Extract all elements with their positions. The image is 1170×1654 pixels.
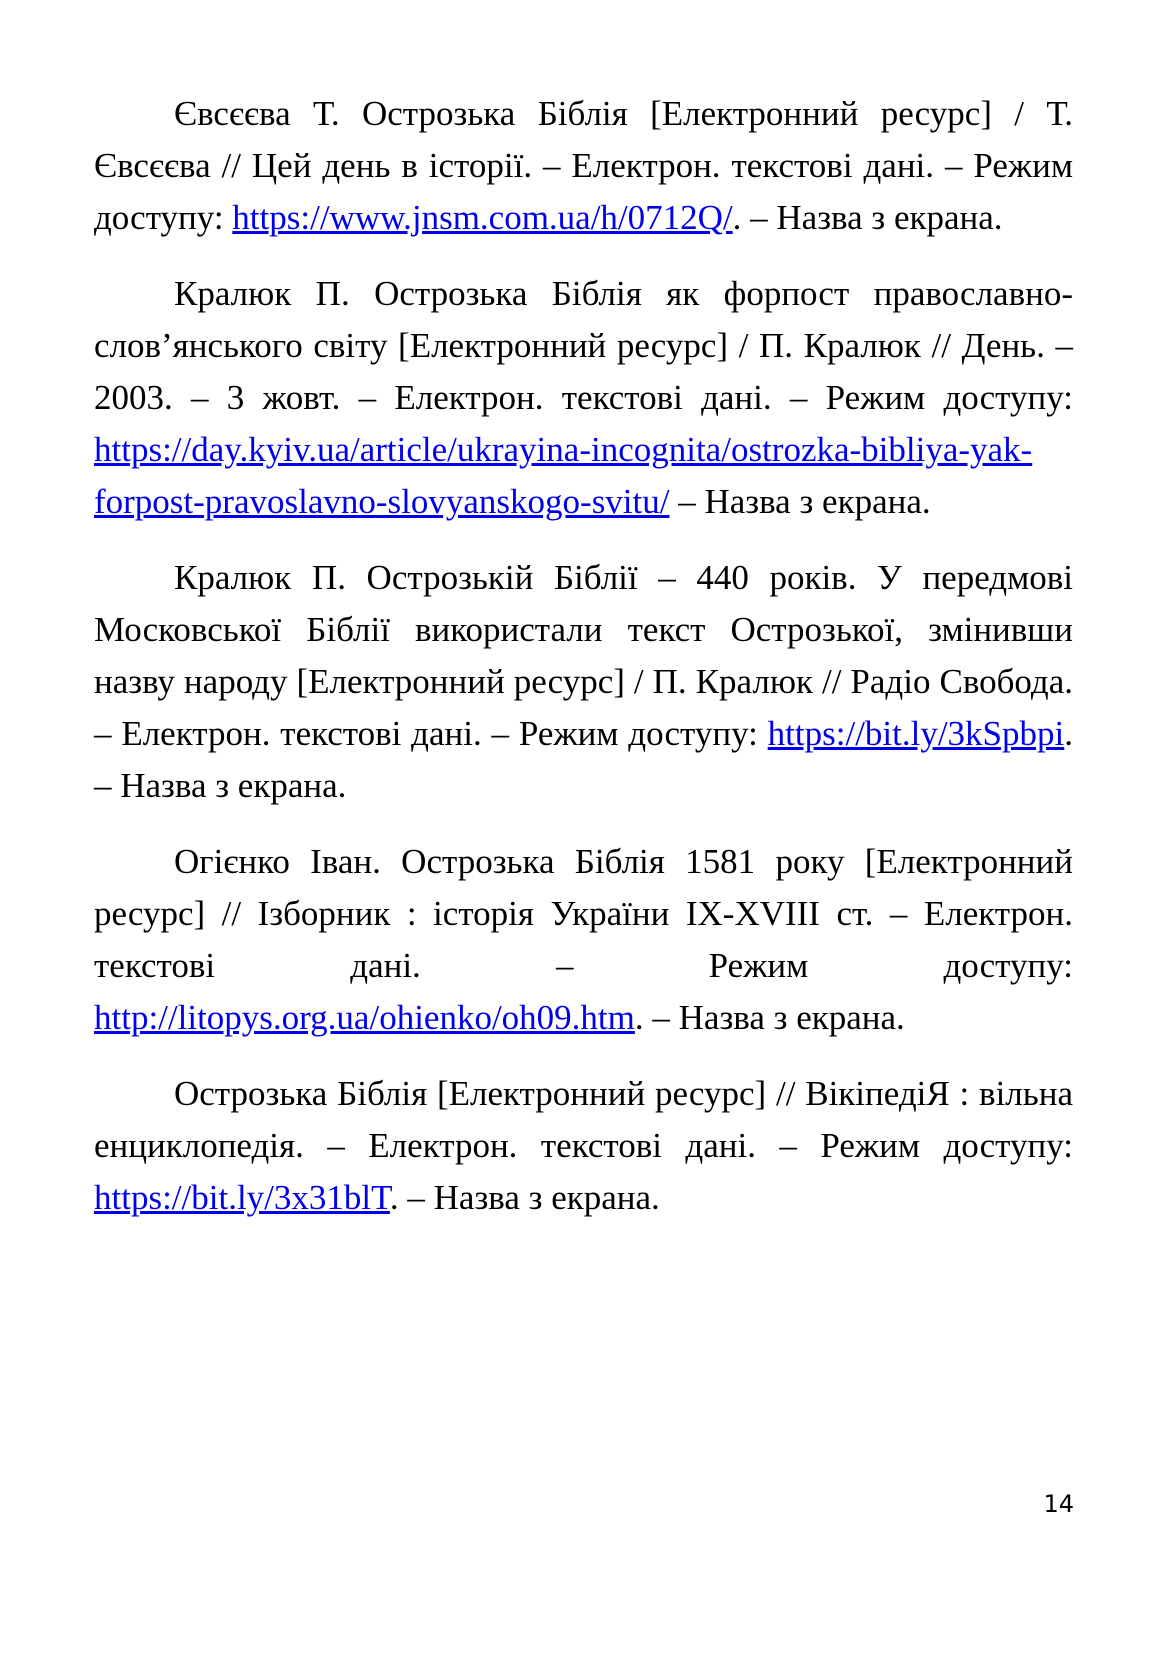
entry-text-end: . – Назва з екрана. xyxy=(389,1178,660,1217)
bibliography-entry xyxy=(94,88,1073,244)
entry-link[interactable]: https://bit.ly/3kSpbpi xyxy=(767,714,1065,753)
entry-link[interactable]: https://bit.ly/3x31blT xyxy=(94,1178,390,1217)
entry-text-end: . – Назва з екрана. xyxy=(94,714,1073,805)
entry-link[interactable]: https://day.kyiv.ua/article/ukrayina-incognita/ostrozka-bibliya-yak-forpost-pravoslavno-slovyanskogo-svitu/ xyxy=(94,430,1033,521)
bibliography-list xyxy=(94,88,1073,1248)
entry-link[interactable]: https://www.jnsm.com.ua/h/0712Q/ xyxy=(232,198,733,237)
entry-text: Кралюк П. Острозька Біблія як форпост православно-слов’янського світу [Електронний ресурс] / П. Кралюк // День. – 2003. – 3 жовт. – Електрон. текстові дані. – Режим доступу: xyxy=(94,274,1073,417)
entry-text: Острозька Біблія [Електронний ресурс] // ВікіпедіЯ : вільна енциклопедія. – Електрон. текстові дані. – Режим доступу: xyxy=(94,1074,1073,1165)
page-number: 14 xyxy=(1043,1490,1074,1518)
bibliography-entry xyxy=(94,1068,1073,1224)
entry-text-end: . – Назва з екрана. xyxy=(732,198,1003,237)
entry-text: Євсєєва Т. Острозька Біблія [Електронний ресурс] / Т. Євсєєва // Цей день в історії. – Електрон. текстові дані. – Режим доступу: xyxy=(94,94,1073,237)
entry-text: Кралюк П. Острозькій Біблії – 440 років. У передмові Московської Біблії використали текст Острозької, змінивши назву народу [Електронний ресурс] / П. Кралюк // Радіо Свобода. – Електрон. текстові дані. – Режим доступу: xyxy=(94,558,1073,753)
entry-text: Огієнко Іван. Острозька Біблія 1581 року [Електронний ресурс] // Ізборник : історія України ІХ-XVIII ст. – Електрон. текстові дані. – Режим доступу: xyxy=(94,842,1073,985)
entry-link[interactable]: http://litopys.org.ua/ohienko/oh09.htm xyxy=(94,998,635,1037)
entry-text-end: . – Назва з екрана. xyxy=(634,998,905,1037)
entry-text-end: – Назва з екрана. xyxy=(669,482,931,521)
bibliography-entry xyxy=(94,552,1073,812)
bibliography-entry xyxy=(94,268,1073,528)
bibliography-entry xyxy=(94,836,1073,1044)
